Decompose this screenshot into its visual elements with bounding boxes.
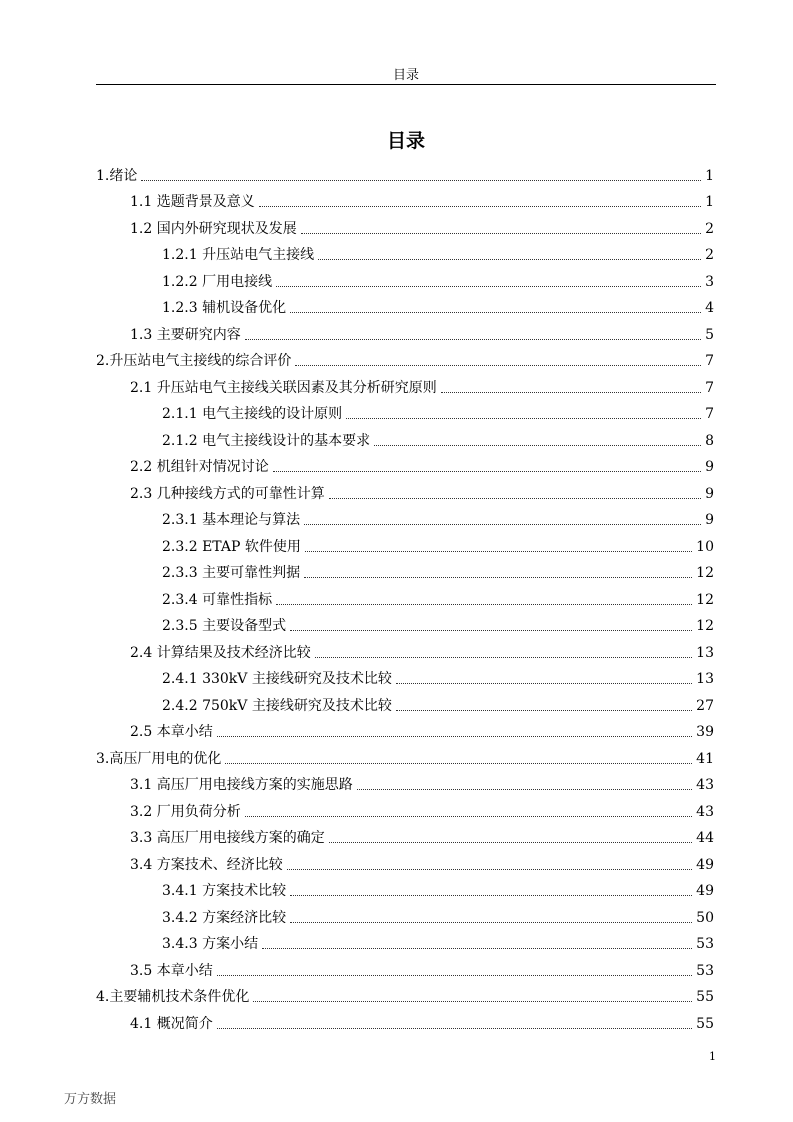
toc-entry[interactable] bbox=[96, 980, 714, 1007]
toc-entry-page: 9 bbox=[705, 485, 714, 502]
toc-entry-title: 4.1 概况简介 bbox=[130, 1015, 213, 1032]
toc-dot-leader bbox=[273, 471, 701, 472]
toc-dot-leader bbox=[276, 286, 701, 287]
toc-entry-title: 1.2.2 厂用电接线 bbox=[162, 273, 273, 290]
toc-entry[interactable] bbox=[96, 635, 714, 662]
toc-dot-leader bbox=[287, 869, 692, 870]
toc-dot-leader bbox=[217, 1028, 692, 1029]
toc-entry[interactable] bbox=[96, 370, 714, 397]
toc-entry[interactable] bbox=[96, 556, 714, 583]
toc-entry-title: 3.1 高压厂用电接线方案的实施思路 bbox=[130, 777, 353, 793]
toc-entry-title: 3.4.3 方案小结 bbox=[162, 936, 259, 952]
toc-entry-page: 39 bbox=[696, 724, 714, 740]
toc-entry-page: 53 bbox=[696, 962, 714, 979]
toc-dot-leader bbox=[259, 206, 701, 207]
toc-entry-title: 1.绪论 bbox=[96, 167, 138, 184]
toc-entry[interactable] bbox=[96, 264, 714, 291]
toc-entry-title: 2.3.4 可靠性指标 bbox=[162, 591, 273, 608]
toc-title: 目录 bbox=[386, 130, 425, 152]
toc-dot-leader bbox=[276, 604, 692, 605]
toc-dot-leader bbox=[217, 736, 692, 737]
toc-entry[interactable] bbox=[96, 741, 714, 768]
toc-entry-title: 3.5 本章小结 bbox=[130, 962, 213, 979]
toc-entry[interactable] bbox=[96, 397, 714, 424]
toc-entry[interactable] bbox=[96, 794, 714, 821]
toc-entry-page: 50 bbox=[696, 909, 714, 926]
toc-entry-title: 2.3.1 基本理论与算法 bbox=[162, 512, 301, 528]
toc-entry-title: 3.4.1 方案技术比较 bbox=[162, 883, 287, 899]
toc-entry[interactable] bbox=[96, 927, 714, 954]
toc-entry[interactable] bbox=[96, 529, 714, 556]
toc-dot-leader bbox=[315, 657, 692, 658]
running-header-title: 目录 bbox=[392, 68, 419, 83]
toc-entry-title: 3.4 方案技术、经济比较 bbox=[130, 856, 283, 873]
toc-entry-title: 2.4 计算结果及技术经济比较 bbox=[130, 644, 311, 661]
page-number: 1 bbox=[709, 1050, 716, 1063]
toc-dot-leader bbox=[357, 789, 692, 790]
toc-dot-leader bbox=[141, 180, 701, 181]
toc-dot-leader bbox=[217, 975, 692, 976]
toc-entry-page: 4 bbox=[705, 300, 714, 316]
table-of-contents bbox=[96, 158, 714, 1033]
toc-dot-leader bbox=[253, 1001, 692, 1002]
toc-entry-page: 12 bbox=[696, 618, 714, 634]
toc-entry-title: 2.3.5 主要设备型式 bbox=[162, 618, 287, 634]
toc-entry-page: 43 bbox=[696, 803, 714, 820]
toc-entry[interactable] bbox=[96, 609, 714, 636]
toc-dot-leader bbox=[329, 498, 701, 499]
toc-entry-page: 3 bbox=[705, 273, 714, 290]
toc-entry-page: 7 bbox=[705, 406, 714, 422]
toc-dot-leader bbox=[318, 259, 701, 260]
toc-entry-title: 3.2 厂用负荷分析 bbox=[130, 803, 241, 820]
toc-dot-leader bbox=[290, 312, 701, 313]
toc-dot-leader bbox=[304, 577, 692, 578]
toc-entry-page: 2 bbox=[705, 220, 714, 237]
toc-entry[interactable] bbox=[96, 953, 714, 980]
toc-entry-title: 2.2 机组针对情况讨论 bbox=[130, 459, 269, 475]
toc-entry-page: 13 bbox=[696, 644, 714, 661]
toc-entry-title: 2.3.2 ETAP 软件使用 bbox=[162, 538, 301, 555]
toc-entry-page: 1 bbox=[705, 167, 714, 184]
toc-entry-page: 44 bbox=[696, 830, 714, 846]
toc-entry[interactable] bbox=[96, 291, 714, 318]
toc-entry[interactable] bbox=[96, 662, 714, 689]
toc-entry-page: 53 bbox=[696, 936, 714, 952]
toc-entry-title: 1.3 主要研究内容 bbox=[130, 326, 241, 343]
toc-entry-title: 4.主要辅机技术条件优化 bbox=[96, 989, 250, 1005]
toc-entry-page: 41 bbox=[696, 750, 714, 767]
toc-entry-page: 9 bbox=[705, 512, 714, 528]
toc-entry[interactable] bbox=[96, 768, 714, 795]
toc-entry[interactable] bbox=[96, 715, 714, 742]
toc-entry-page: 49 bbox=[696, 883, 714, 899]
toc-entry-title: 1.1 选题背景及意义 bbox=[130, 194, 255, 210]
toc-entry-page: 27 bbox=[696, 697, 714, 714]
toc-dot-leader bbox=[304, 524, 701, 525]
toc-entry-page: 49 bbox=[696, 856, 714, 873]
toc-dot-leader bbox=[295, 365, 701, 366]
toc-entry[interactable] bbox=[96, 423, 714, 450]
toc-entry-page: 9 bbox=[705, 459, 714, 475]
toc-entry-page: 8 bbox=[705, 432, 714, 449]
toc-entry[interactable] bbox=[96, 582, 714, 609]
toc-dot-leader bbox=[290, 630, 692, 631]
toc-entry-title: 2.1.1 电气主接线的设计原则 bbox=[162, 406, 343, 422]
toc-entry[interactable] bbox=[96, 476, 714, 503]
toc-entry-title: 1.2 国内外研究现状及发展 bbox=[130, 220, 297, 237]
toc-entry[interactable] bbox=[96, 211, 714, 238]
toc-entry-title: 2.1 升压站电气主接线关联因素及其分析研究原则 bbox=[130, 379, 437, 396]
toc-dot-leader bbox=[225, 763, 692, 764]
toc-dot-leader bbox=[305, 551, 692, 552]
toc-dot-leader bbox=[441, 392, 701, 393]
toc-dot-leader bbox=[245, 339, 701, 340]
toc-dot-leader bbox=[396, 683, 692, 684]
toc-entry-title: 2.3 几种接线方式的可靠性计算 bbox=[130, 485, 325, 502]
toc-entry-page: 1 bbox=[705, 194, 714, 210]
toc-entry-title: 2.4.1 330kV 主接线研究及技术比较 bbox=[162, 671, 392, 687]
toc-entry[interactable] bbox=[96, 503, 714, 530]
toc-entry-title: 1.2.1 升压站电气主接线 bbox=[162, 247, 315, 263]
toc-dot-leader bbox=[262, 948, 692, 949]
toc-dot-leader bbox=[301, 233, 701, 234]
toc-entry-title: 2.5 本章小结 bbox=[130, 724, 213, 740]
toc-entry[interactable] bbox=[96, 344, 714, 371]
toc-entry[interactable] bbox=[96, 688, 714, 715]
toc-entry-page: 10 bbox=[696, 538, 714, 555]
toc-entry-page: 43 bbox=[696, 777, 714, 793]
toc-entry-title: 3.高压厂用电的优化 bbox=[96, 750, 222, 767]
toc-dot-leader bbox=[346, 418, 701, 419]
toc-entry-title: 3.3 高压厂用电接线方案的确定 bbox=[130, 830, 325, 846]
toc-dot-leader bbox=[290, 895, 692, 896]
toc-entry-title: 2.4.2 750kV 主接线研究及技术比较 bbox=[162, 697, 392, 714]
watermark-text: 万方数据 bbox=[64, 1092, 117, 1107]
toc-entry[interactable] bbox=[96, 317, 714, 344]
toc-entry[interactable] bbox=[96, 158, 714, 185]
toc-entry[interactable] bbox=[96, 238, 714, 265]
toc-dot-leader bbox=[374, 445, 701, 446]
toc-entry-title: 2.升压站电气主接线的综合评价 bbox=[96, 353, 292, 369]
toc-entry-page: 55 bbox=[696, 1015, 714, 1032]
toc-entry-title: 1.2.3 辅机设备优化 bbox=[162, 300, 287, 316]
toc-entry-title: 2.3.3 主要可靠性判据 bbox=[162, 565, 301, 581]
toc-dot-leader bbox=[290, 922, 692, 923]
toc-dot-leader bbox=[245, 816, 692, 817]
toc-entry-page: 2 bbox=[705, 247, 714, 263]
toc-dot-leader bbox=[329, 842, 692, 843]
toc-entry[interactable] bbox=[96, 874, 714, 901]
toc-entry[interactable] bbox=[96, 847, 714, 874]
toc-entry-page: 7 bbox=[705, 353, 714, 369]
toc-entry-page: 13 bbox=[696, 671, 714, 687]
toc-entry-page: 12 bbox=[696, 565, 714, 581]
toc-entry[interactable] bbox=[96, 821, 714, 848]
toc-entry[interactable] bbox=[96, 900, 714, 927]
toc-entry-title: 2.1.2 电气主接线设计的基本要求 bbox=[162, 432, 371, 449]
toc-dot-leader bbox=[396, 710, 692, 711]
toc-entry-title: 3.4.2 方案经济比较 bbox=[162, 909, 287, 926]
toc-entry-page: 7 bbox=[705, 379, 714, 396]
toc-entry-page: 12 bbox=[696, 591, 714, 608]
header-rule bbox=[96, 84, 716, 85]
toc-entry[interactable] bbox=[96, 450, 714, 477]
toc-entry-page: 55 bbox=[696, 989, 714, 1005]
toc-entry-page: 5 bbox=[705, 326, 714, 343]
toc-entry[interactable] bbox=[96, 185, 714, 212]
toc-entry[interactable] bbox=[96, 1006, 714, 1033]
